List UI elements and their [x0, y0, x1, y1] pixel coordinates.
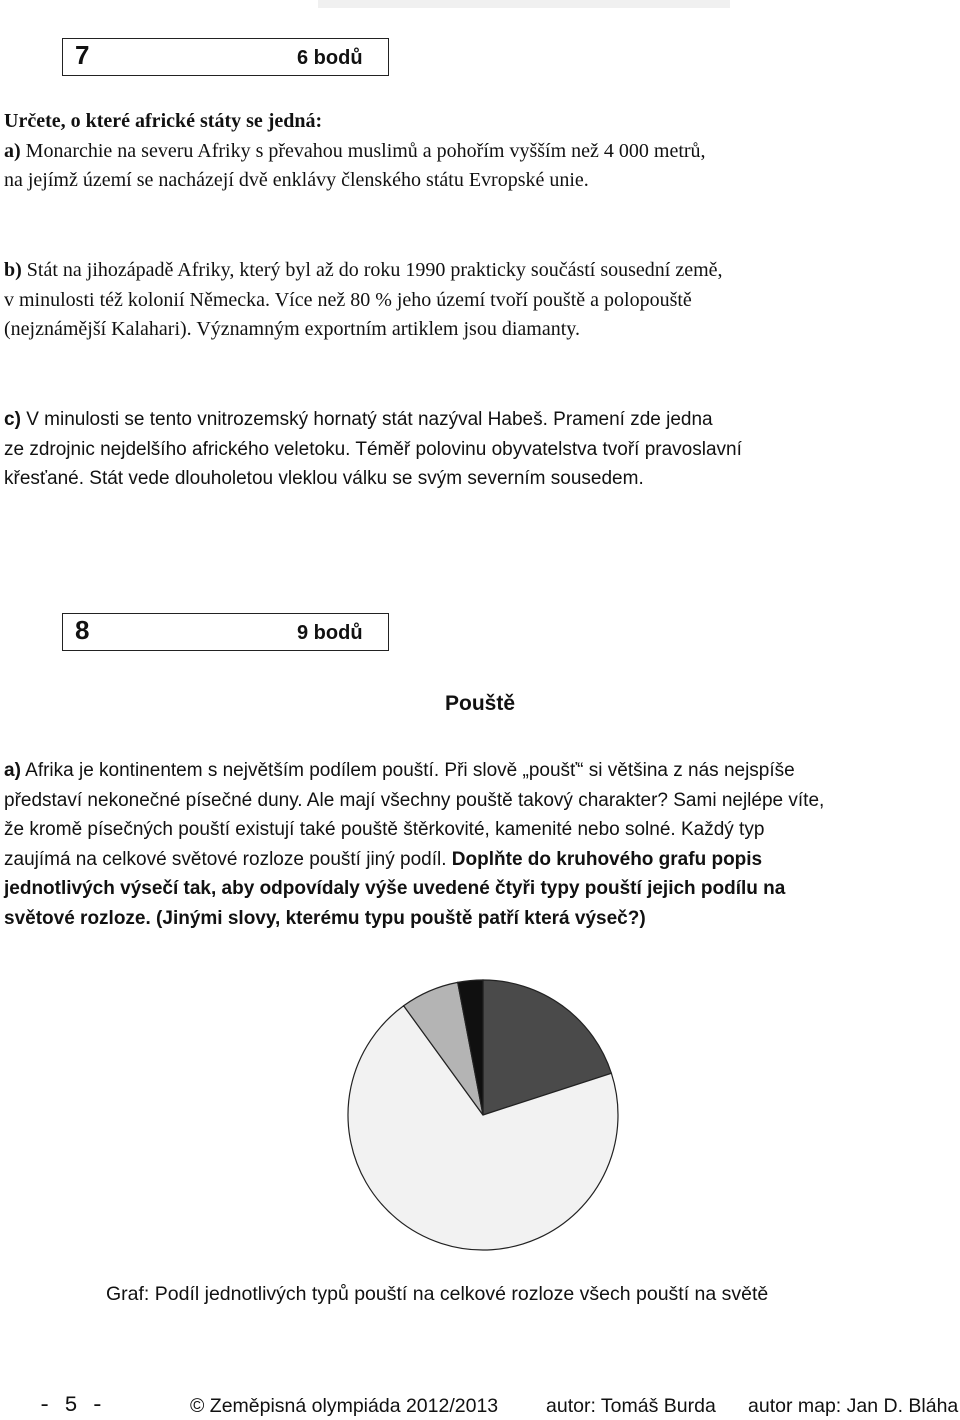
part-c-line3: křesťané. Stát vede dlouholetou vleklou válku se svým severním sousedem.: [4, 468, 644, 489]
question-number: 7: [75, 40, 90, 70]
chart-caption: Graf: Podíl jednotlivých typů pouští na celkové rozloze všech pouští na světě: [106, 1283, 769, 1305]
part-a-line2: na jejímž území se nacházejí dvě enklávy členského státu Evropské unie.: [4, 169, 589, 191]
question-number: 8: [75, 615, 90, 645]
part-b-line1: b) Stát na jihozápadě Afriky, který byl až do roku 1990 prakticky součástí sousední země,: [4, 259, 723, 281]
question-8-header: [62, 613, 389, 651]
question-7-header: [62, 38, 389, 76]
part-c: [4, 405, 954, 494]
top-gray-bar: [318, 0, 730, 8]
q8-line3: že kromě písečných pouští existují také pouště štěrkovité, kamenité nebo solné. Každý typ: [4, 819, 765, 840]
q8-line4: zaujímá na celkové světové rozloze pouští jiný podíl. Doplňte do kruhového grafu popis: [4, 848, 763, 870]
part-b-line3: (nejznámější Kalahari). Významným exportním artiklem jsou diamanty.: [4, 318, 580, 340]
part-a-line1: a) Monarchie na severu Afriky s převahou muslimů a pohořím vyšším než 4 000 metrů,: [4, 139, 706, 162]
part-b: [4, 256, 954, 345]
page-number: - 5 -: [38, 1393, 105, 1418]
question-points: 6 bodů: [297, 47, 363, 69]
section-title: Pouště: [444, 692, 515, 715]
q8-line6: světové rozloze. (Jinými slovy, kterému typu pouště patří která výseč?): [4, 907, 646, 929]
instruction: Určete, o které africké státy se jedná:: [4, 110, 323, 132]
part-b-line2: v minulosti též kolonií Německa. Více než 80 % jeho území tvoří pouště a polopouště: [4, 288, 692, 311]
pie-chart: [346, 975, 626, 1255]
question-8-text: [4, 756, 954, 933]
footer-author: autor: Tomáš Burda: [546, 1395, 716, 1417]
footer-maps-author: autor map: Jan D. Bláha: [748, 1395, 959, 1417]
footer-copyright: © Zeměpisná olympiáda 2012/2013: [190, 1395, 499, 1417]
question-points: 9 bodů: [297, 622, 363, 644]
part-c-line2: ze zdrojnic nejdelšího afrického veletoku. Téměř polovinu obyvatelstva tvoří pravoslavní: [4, 438, 742, 460]
part-c-line1: c) V minulosti se tento vnitrozemský hornatý stát nazýval Habeš. Pramení zde jedna: [4, 409, 713, 430]
q8-line1: a) Afrika je kontinentem s největším podílem pouští. Při slově „poušť“ si většina z nás nejspíše: [4, 760, 795, 781]
q8-line2: představí nekonečné písečné duny. Ale mají všechny pouště takový charakter? Sami nejlépe víte,: [4, 789, 825, 811]
q8-line5: jednotlivých výsečí tak, aby odpovídaly výše uvedené čtyři typy pouští jejich podílu na: [4, 878, 786, 899]
question-7-text: [4, 107, 954, 196]
